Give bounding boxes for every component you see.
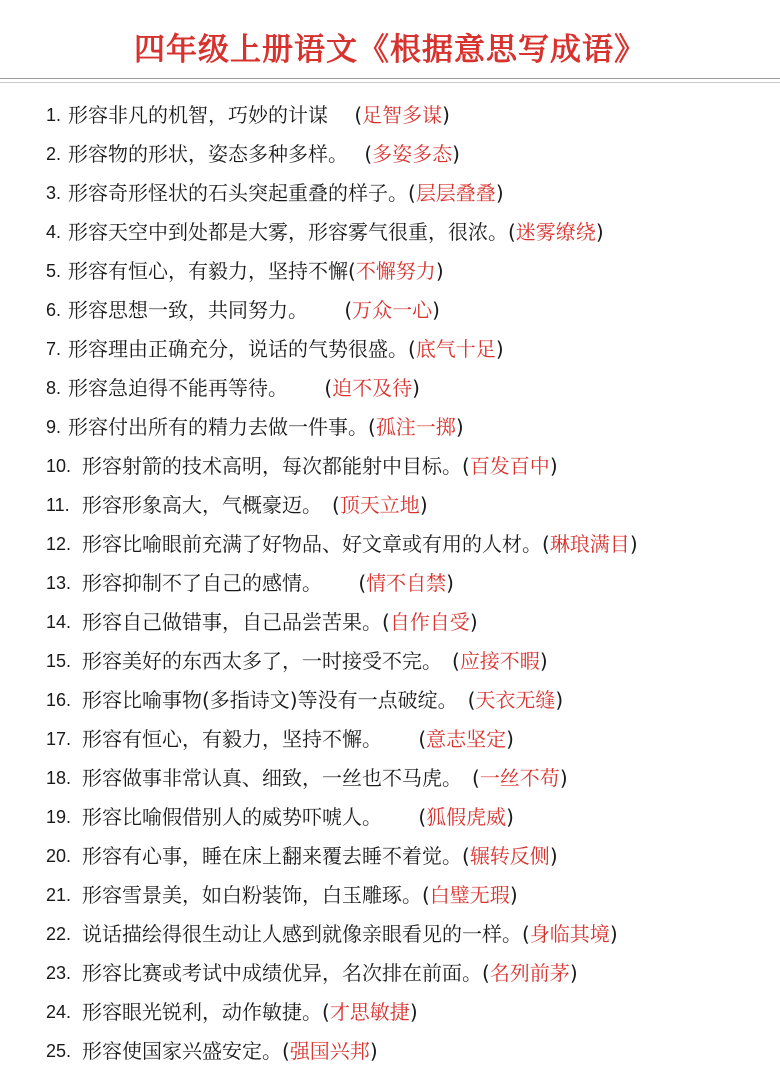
item-gap (328, 103, 354, 127)
item-description (82, 447, 558, 486)
item-text: 形容美好的东西太多了，一时接受不完。 (82, 649, 432, 673)
item-number: 6. (46, 300, 62, 320)
item-number: 8. (46, 378, 62, 398)
item-answer: 自作自受 (389, 610, 470, 634)
item-answer: 迷雾缭绕 (515, 220, 596, 244)
answer-open-paren: ( (418, 805, 427, 829)
answer-open-paren: ( (324, 376, 333, 400)
answer-open-paren: ( (344, 298, 353, 322)
item-description (82, 681, 563, 720)
answer-open-paren: ( (408, 181, 416, 205)
item-gap (372, 727, 418, 751)
answer-close-paren: ) (442, 103, 450, 127)
item-text: 形容奇形怪状的石头突起重叠的样子。 (68, 181, 408, 205)
item-answer: 身临其境 (529, 922, 610, 946)
item-description (82, 642, 548, 681)
item-gap (312, 493, 332, 517)
title-prefix: 四年级上册语文 (134, 32, 358, 68)
item-description (82, 837, 558, 876)
item-answer: 白璧无瑕 (429, 883, 510, 907)
list-item (0, 369, 780, 408)
item-text: 形容急迫得不能再等待。 (68, 376, 278, 400)
answer-close-paren: ) (446, 571, 454, 595)
answer-close-paren: ) (435, 259, 444, 283)
item-number: 17. (46, 729, 72, 749)
item-description (68, 213, 604, 252)
item-number: 25. (46, 1041, 72, 1061)
item-number: 12. (46, 534, 72, 554)
item-description (82, 915, 618, 954)
item-answer: 万众一心 (352, 298, 433, 322)
page-header (0, 0, 780, 84)
item-number: 4. (46, 222, 62, 242)
answer-close-paren: ) (549, 454, 558, 478)
header-divider (0, 78, 780, 79)
answer-close-paren: ) (506, 805, 514, 829)
answer-close-paren: ) (495, 337, 504, 361)
answer-open-paren: ( (508, 220, 516, 244)
list-item (0, 291, 780, 330)
item-number: 21. (46, 885, 72, 905)
answer-close-paren: ) (569, 961, 578, 985)
item-answer: 层层叠叠 (415, 181, 496, 205)
item-answer: 百发百中 (469, 454, 550, 478)
item-number: 7. (46, 339, 62, 359)
list-item (0, 915, 780, 954)
list-item (0, 408, 780, 447)
item-description (82, 954, 578, 993)
answer-open-paren: ( (408, 337, 416, 361)
item-gap (452, 766, 472, 790)
item-text: 形容自己做错事，自己品尝苦果。 (82, 610, 382, 634)
list-item (0, 525, 780, 564)
item-text: 形容有恒心，有毅力，坚持不懈。 (82, 727, 372, 751)
list-item (0, 1032, 780, 1071)
item-text: 形容比喻眼前充满了好物品、好文章或有用的人材。 (82, 532, 542, 556)
answer-open-paren: ( (422, 883, 430, 907)
item-answer: 顶天立地 (339, 493, 420, 517)
item-gap (298, 298, 344, 322)
item-gap (432, 649, 452, 673)
item-gap (372, 805, 418, 829)
item-number: 10. (46, 456, 72, 476)
answer-close-paren: ) (506, 727, 514, 751)
title-name: 根据意思写成语 (390, 32, 614, 68)
answer-open-paren: ( (522, 922, 530, 946)
list-item (0, 642, 780, 681)
item-text: 形容非凡的机智，巧妙的计谋 (68, 103, 328, 127)
item-answer: 名列前茅 (489, 961, 570, 985)
item-text: 说话描绘得很生动让人感到就像亲眼看见的一样。 (82, 922, 522, 946)
answer-open-paren: ( (452, 649, 460, 673)
item-text: 形容理由正确充分，说话的气势很盛。 (68, 337, 408, 361)
item-answer: 底气十足 (415, 337, 496, 361)
item-answer: 狐假虎威 (426, 805, 507, 829)
item-number: 3. (46, 183, 62, 203)
item-description (68, 408, 464, 447)
list-item (0, 954, 780, 993)
answer-open-paren: ( (358, 571, 367, 595)
list-item (0, 720, 780, 759)
item-text: 形容比赛或考试中成绩优异，名次排在前面。 (82, 961, 482, 985)
answer-open-paren: ( (282, 1039, 290, 1063)
list-item (0, 135, 780, 174)
answer-close-paren: ) (452, 142, 460, 166)
answer-open-paren: ( (382, 610, 390, 634)
answer-close-paren: ) (539, 649, 548, 673)
item-number: 24. (46, 1002, 72, 1022)
item-description (82, 1032, 378, 1071)
answer-open-paren: ( (542, 532, 550, 556)
item-description (68, 252, 444, 291)
list-item (0, 798, 780, 837)
item-description (68, 96, 450, 135)
item-text: 形容眼光锐利，动作敏捷。 (82, 1000, 322, 1024)
item-number: 14. (46, 612, 72, 632)
item-number: 11. (46, 495, 70, 515)
idiom-list (0, 96, 780, 1071)
item-description (82, 564, 454, 603)
answer-close-paren: ) (419, 493, 428, 517)
list-item (0, 837, 780, 876)
item-text: 形容有恒心，有毅力，坚持不懈 (68, 259, 348, 283)
item-text: 形容射箭的技术高明，每次都能射中目标。 (82, 454, 462, 478)
item-description (68, 135, 460, 174)
item-description (82, 759, 568, 798)
answer-open-paren: ( (482, 961, 490, 985)
item-number: 16. (46, 690, 72, 710)
item-answer: 辗转反侧 (469, 844, 550, 868)
item-number: 23. (46, 963, 72, 983)
answer-open-paren: ( (364, 142, 373, 166)
answer-close-paren: ) (455, 415, 464, 439)
answer-close-paren: ) (469, 610, 478, 634)
item-answer: 应接不暇 (459, 649, 540, 673)
item-text: 形容物的形状，姿态多种多样。 (68, 142, 338, 166)
item-number: 13. (46, 573, 72, 593)
item-gap (448, 688, 468, 712)
item-answer: 天衣无缝 (475, 688, 556, 712)
answer-open-paren: ( (418, 727, 427, 751)
answer-open-paren: ( (368, 415, 376, 439)
list-item (0, 876, 780, 915)
item-description (68, 369, 420, 408)
list-item (0, 564, 780, 603)
item-text: 形容做事非常认真、细致，一丝也不马虎。 (82, 766, 452, 790)
item-description (68, 174, 504, 213)
item-answer: 琳琅满目 (549, 532, 630, 556)
item-number: 1. (46, 105, 62, 125)
item-text: 形容雪景美，如白粉装饰，白玉雕琢。 (82, 883, 422, 907)
answer-open-paren: ( (467, 688, 476, 712)
item-text: 形容思想一致，共同努力。 (68, 298, 298, 322)
item-text: 形容天空中到处都是大雾，形容雾气很重，很浓。 (68, 220, 508, 244)
item-answer: 才思敏捷 (329, 1000, 410, 1024)
item-number: 2. (46, 144, 62, 164)
item-number: 9. (46, 417, 62, 437)
list-item (0, 96, 780, 135)
item-answer: 不懈努力 (355, 259, 436, 283)
item-description (82, 993, 418, 1032)
answer-close-paren: ) (412, 376, 420, 400)
item-gap (312, 571, 358, 595)
item-answer: 意志坚定 (426, 727, 507, 751)
item-description (82, 603, 478, 642)
item-description (68, 291, 440, 330)
item-gap (338, 142, 364, 166)
item-answer: 孤注一掷 (375, 415, 456, 439)
item-description (82, 720, 514, 759)
item-answer: 强国兴邦 (289, 1039, 370, 1063)
header-divider-secondary (0, 82, 780, 83)
item-description (68, 330, 504, 369)
list-item (0, 603, 780, 642)
list-item (0, 174, 780, 213)
answer-open-paren: ( (332, 493, 340, 517)
item-gap (278, 376, 324, 400)
item-number: 5. (46, 261, 62, 281)
list-item (0, 252, 780, 291)
answer-open-paren: ( (462, 844, 470, 868)
item-description (82, 486, 428, 525)
list-item (0, 759, 780, 798)
answer-close-paren: ) (555, 688, 564, 712)
item-text: 形容形象高大，气概豪迈。 (82, 493, 312, 517)
item-answer: 情不自禁 (366, 571, 447, 595)
page-title (0, 30, 780, 70)
item-number: 15. (46, 651, 72, 671)
answer-close-paren: ) (409, 1000, 418, 1024)
list-item (0, 330, 780, 369)
answer-close-paren: ) (609, 922, 618, 946)
answer-open-paren: ( (348, 259, 356, 283)
answer-open-paren: ( (354, 103, 363, 127)
answer-close-paren: ) (495, 181, 504, 205)
list-item (0, 447, 780, 486)
answer-close-paren: ) (509, 883, 518, 907)
item-description (82, 525, 638, 564)
item-answer: 一丝不苟 (479, 766, 560, 790)
item-answer: 足智多谋 (362, 103, 443, 127)
answer-close-paren: ) (369, 1039, 378, 1063)
answer-close-paren: ) (549, 844, 558, 868)
title-close-bracket: 》 (614, 32, 646, 68)
item-number: 18. (46, 768, 72, 788)
item-text: 形容比喻假借别人的威势吓唬人。 (82, 805, 372, 829)
answer-open-paren: ( (322, 1000, 330, 1024)
answer-close-paren: ) (559, 766, 568, 790)
answer-close-paren: ) (432, 298, 440, 322)
answer-open-paren: ( (462, 454, 470, 478)
list-item (0, 993, 780, 1032)
item-number: 22. (46, 924, 72, 944)
item-answer: 迫不及待 (332, 376, 413, 400)
item-text: 形容比喻事物(多指诗文)等没有一点破绽。 (82, 688, 448, 712)
answer-open-paren: ( (472, 766, 480, 790)
list-item (0, 486, 780, 525)
item-number: 19. (46, 807, 72, 827)
list-item (0, 213, 780, 252)
list-item (0, 681, 780, 720)
answer-close-paren: ) (629, 532, 638, 556)
item-description (82, 798, 514, 837)
item-text: 形容有心事，睡在床上翻来覆去睡不着觉。 (82, 844, 462, 868)
item-text: 形容付出所有的精力去做一件事。 (68, 415, 368, 439)
item-text: 形容使国家兴盛安定。 (82, 1039, 282, 1063)
item-number: 20. (46, 846, 72, 866)
title-open-bracket: 《 (358, 32, 390, 68)
item-description (82, 876, 518, 915)
item-answer: 多姿多态 (372, 142, 453, 166)
item-text: 形容抑制不了自己的感情。 (82, 571, 312, 595)
answer-close-paren: ) (595, 220, 604, 244)
